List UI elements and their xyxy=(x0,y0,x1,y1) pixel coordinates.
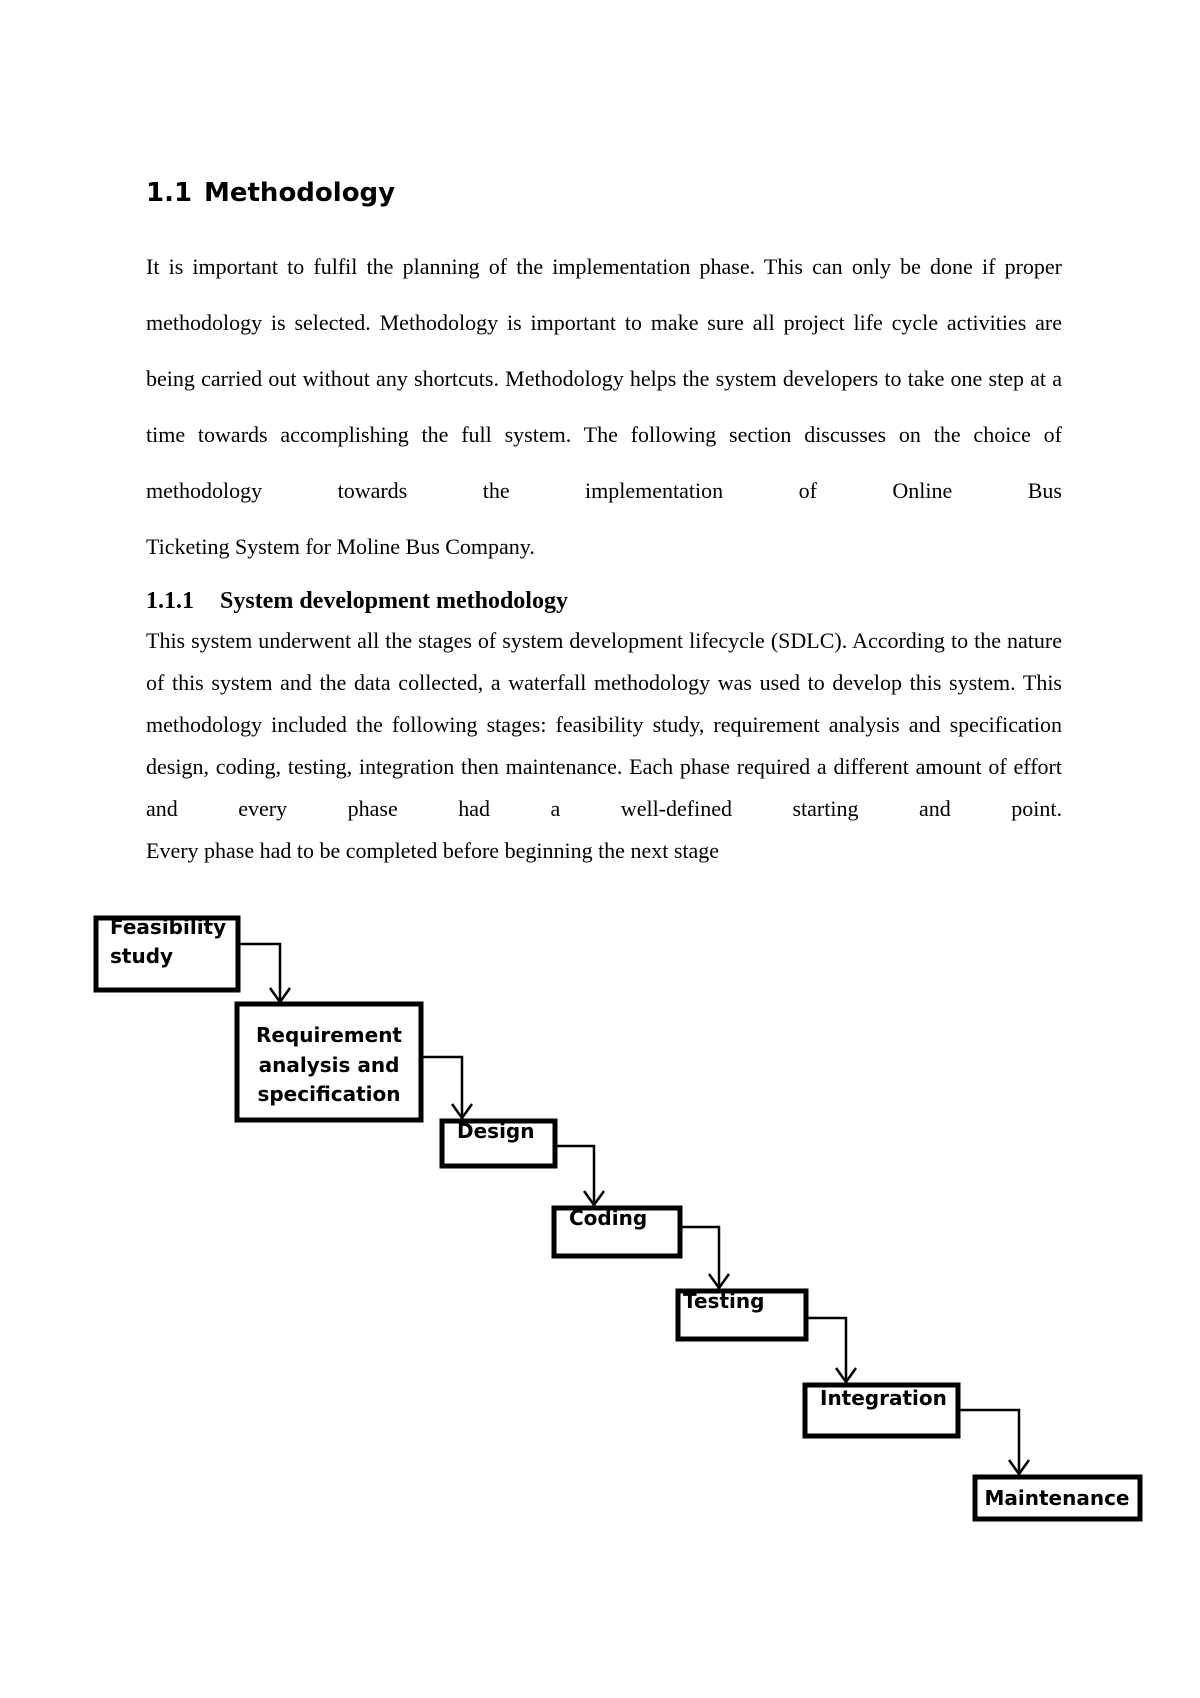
subsection-number: 1.1.1 xyxy=(146,588,194,614)
connector-testing-integration xyxy=(806,1318,856,1382)
stage-requirement-analysis xyxy=(237,1004,421,1120)
stage-maintenance xyxy=(975,1477,1140,1519)
stage-design xyxy=(442,1119,555,1166)
stage-label-line: specification xyxy=(257,1082,401,1106)
connector-feasibility-requirement xyxy=(240,944,290,1002)
connector-requirement-design xyxy=(421,1057,472,1118)
stage-testing xyxy=(678,1289,806,1339)
stage-label-line: Testing xyxy=(683,1289,765,1313)
connector-design-coding xyxy=(556,1146,604,1205)
stage-label-line: Requirement xyxy=(255,1023,403,1047)
stage-coding xyxy=(554,1206,680,1256)
stage-feasibility-study xyxy=(96,915,238,990)
stage-label-line: study xyxy=(110,944,174,968)
section-paragraph-body: It is important to fulfil the planning of the implementation phase. This can only be done if proper methodology is selected. Methodology is important to make sure all project life cycle activities are being carried out without any shortcuts. Methodology helps the system developers to take one step at a time towards accomplishing the full system. The following section discusses on the choice of methodology towards the implementation of Online Bus xyxy=(146,254,1062,503)
stage-label-line: Maintenance xyxy=(984,1486,1130,1510)
stage-integration xyxy=(805,1385,958,1436)
section-number: 1.1 xyxy=(146,178,193,208)
section-paragraph-last-line: Ticketing System for Moline Bus Company. xyxy=(146,534,535,559)
stage-label-line: Feasibility xyxy=(110,915,227,939)
subsection-paragraph-body: This system underwent all the stages of system development lifecycle (SDLC). According to the nature of this system and the data collected, a waterfall methodology was used to develop this system. This methodology included the following stages: feasibility study, requirement analysis and specification design, coding, testing, integration then maintenance. Each phase required a different amount of effort and every phase had a well-defined starting and point. xyxy=(146,628,1062,821)
stage-label-line: Design xyxy=(457,1119,535,1143)
stage-label-line: Coding xyxy=(569,1206,648,1230)
subsection-paragraph-last-line: Every phase had to be completed before beginning the next stage xyxy=(146,838,720,863)
stage-label-line: analysis and xyxy=(258,1053,400,1077)
section-title: Methodology xyxy=(204,178,396,208)
connector-integration-maintenance xyxy=(958,1410,1029,1474)
stage-label-line: Integration xyxy=(820,1386,947,1410)
subsection-title: System development methodology xyxy=(220,588,568,614)
connector-coding-testing xyxy=(680,1227,729,1288)
